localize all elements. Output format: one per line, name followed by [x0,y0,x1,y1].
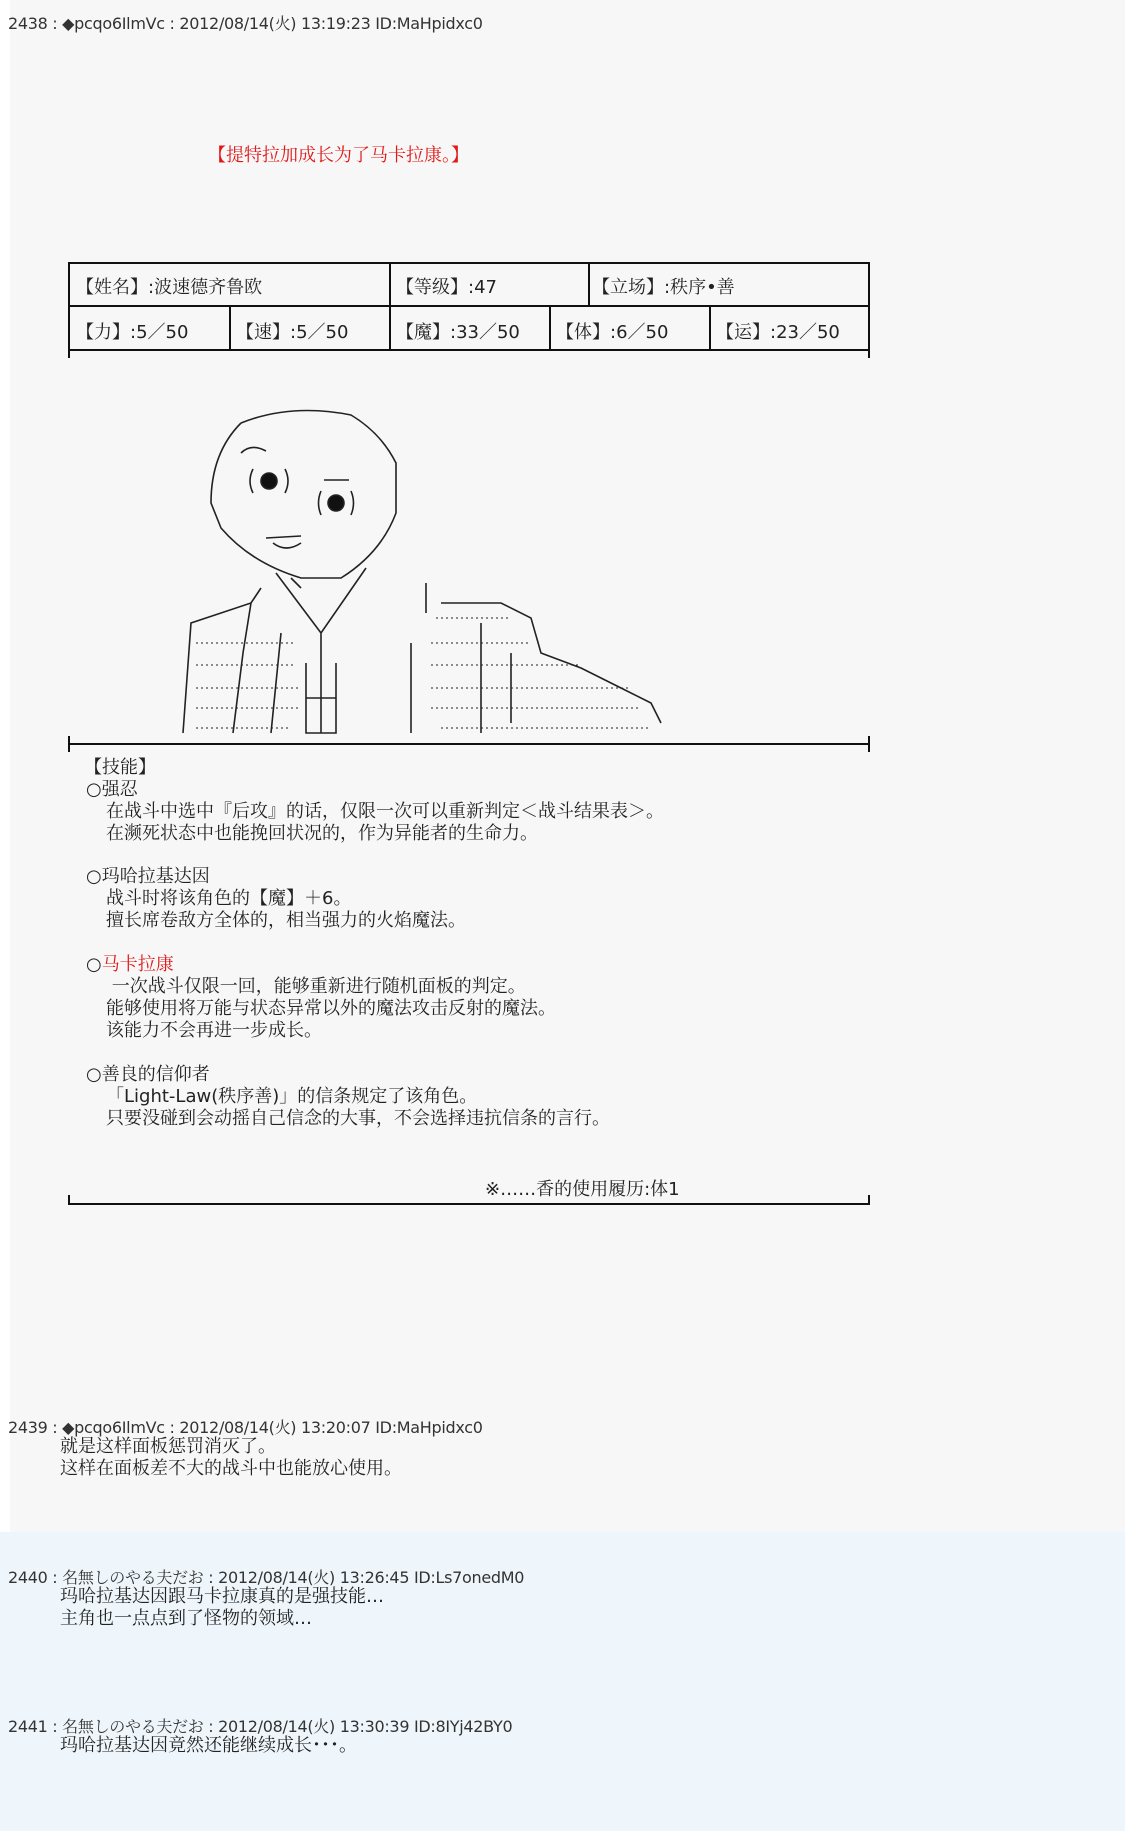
skills-heading: 【技能】 [84,757,156,778]
stat-magic: 【魔】:33／50 [396,322,520,343]
post-line: 就是这样面板惩罚消灭了。 [60,1436,276,1457]
post-body [60,1436,402,1480]
post-line: 这样在面板差不大的战斗中也能放心使用。 [60,1458,402,1479]
skill-desc: 只要没碰到会动摇自己信念的大事，不会选择违抗信条的言行。 [106,1108,610,1129]
post-title: 【提特拉加成长为了马卡拉康。】 [208,145,469,166]
post-header: 2440 : 名無しのやる夫だお : 2012/08/14(火) 13:26:45 ID:Ls7onedM0 [8,1568,525,1587]
skill-desc: 在战斗中选中『后攻』的话，仅限一次可以重新判定＜战斗结果表＞。 [106,801,664,822]
stat-luck: 【运】:23／50 [716,322,840,343]
skill-desc: 一次战斗仅限一回，能够重新进行随机面板的判定。 [106,976,526,997]
skill-name: ○玛哈拉基达因 [86,866,210,887]
post-header: 2438 : ◆pcqo6IlmVc : 2012/08/14(火) 13:19:23 ID:MaHpidxc0 [8,14,483,33]
skill-name: ○善良的信仰者 [86,1064,210,1085]
skill-desc: 「Light-Law(秩序善)」的信条规定了该角色。 [106,1086,478,1107]
skill-desc: 该能力不会再进一步成长。 [106,1020,322,1041]
post-line: 主角也一点点到了怪物的领域… [60,1608,312,1629]
post-line: 玛哈拉基达因跟马卡拉康真的是强技能… [60,1586,384,1607]
stat-strength: 【力】:5／50 [76,322,189,343]
skill-maharagidyne [86,866,466,932]
post-2438-background [10,0,1125,1532]
skill-good-believer [86,1064,610,1130]
status-name: 【姓名】:波速德齐鲁欧 [76,277,263,298]
footnote: ※……香的使用履历:体1 [485,1179,680,1200]
skill-desc: 战斗时将该角色的【魔】＋6。 [106,888,352,909]
post-line: 玛哈拉基达因竟然还能继续成长･･･。 [60,1735,357,1756]
status-alignment: 【立场】:秩序•善 [592,277,735,298]
post-body [60,1735,357,1757]
skill-endurance [86,779,664,845]
skill-name: ○强忍 [86,779,138,800]
skill-makarakarn [86,954,556,1042]
skill-desc: 能够使用将万能与状态异常以外的魔法攻击反射的魔法。 [106,998,556,1019]
ascii-art-character [181,403,701,743]
post-header: 2439 : ◆pcqo6IlmVc : 2012/08/14(火) 13:20:07 ID:MaHpidxc0 [8,1418,483,1437]
skill-name: 马卡拉康 [101,954,174,975]
skill-desc: 擅长席卷敌方全体的，相当强力的火焰魔法。 [106,910,466,931]
stat-body: 【体】:6／50 [556,322,669,343]
post-body [60,1586,384,1630]
post-header: 2441 : 名無しのやる夫だお : 2012/08/14(火) 13:30:39 ID:8IYj42BY0 [8,1717,513,1736]
skill-bullet: ○ [86,954,102,975]
stat-speed: 【速】:5／50 [236,322,349,343]
skill-desc: 在濒死状态中也能挽回状况的，作为异能者的生命力。 [106,823,538,844]
status-level: 【等级】:47 [396,277,497,298]
